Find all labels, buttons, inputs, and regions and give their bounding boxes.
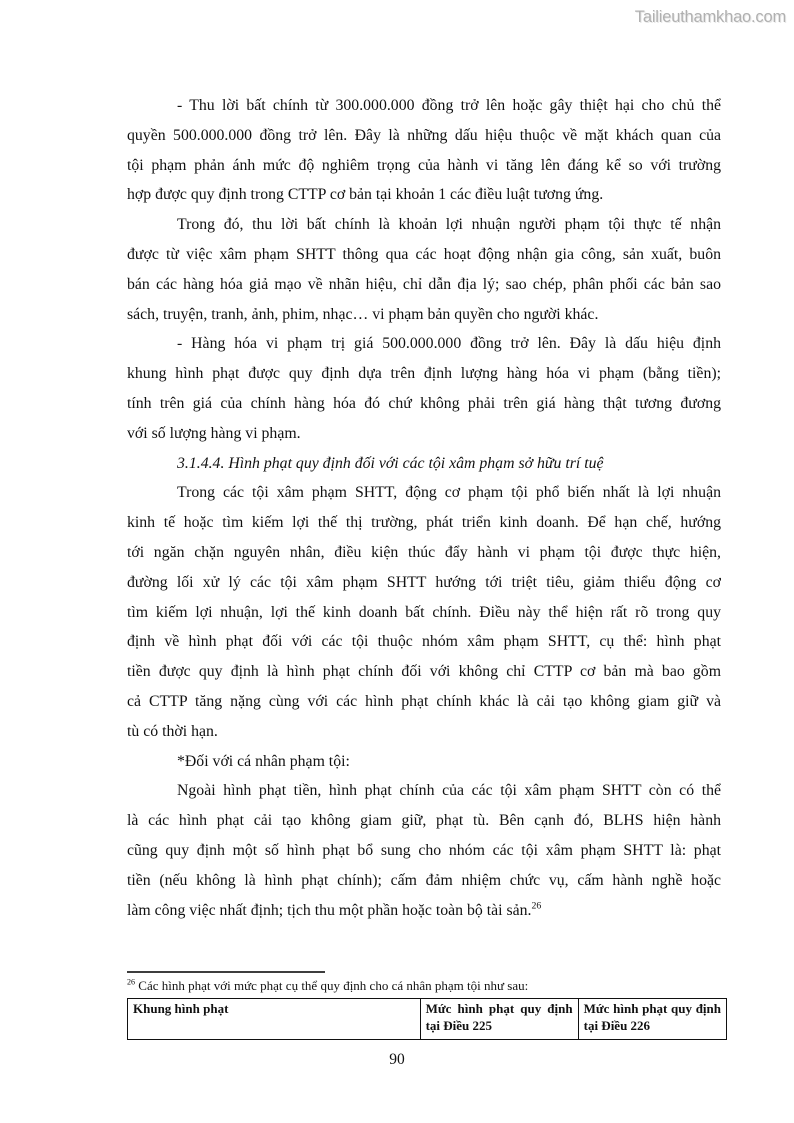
paragraph-line-text: làm công việc nhất định; tịch thu một phần hoặc toàn bộ tài sản. — [127, 901, 532, 919]
paragraph-line: tới ngăn chặn nguyên nhân, điều kiện thúc đẩy hành vi phạm tội được thực hiện, — [127, 543, 721, 561]
paragraph-line: Ngoài hình phạt tiền, hình phạt chính của các tội xâm phạm SHTT còn có thể — [177, 782, 721, 800]
footnote-marker: 26 — [127, 977, 136, 987]
paragraph-line: *Đối với cá nhân phạm tội: — [177, 752, 350, 770]
body-text — [127, 91, 721, 925]
paragraph-line: khung hình phạt được quy định dựa trên định lượng hàng hóa vi phạm (bằng tiền); — [127, 365, 721, 383]
paragraph-line: bán các hàng hóa giả mạo về nhãn hiệu, chỉ dẫn địa lý; sao chép, phân phối các bản sao — [127, 275, 721, 293]
paragraph-line: với số lượng hàng vi phạm. — [127, 424, 301, 442]
footnote-text: Các hình phạt với mức phạt cụ thể quy định cho cá nhân phạm tội như sau: — [138, 978, 529, 993]
paragraph-line: Trong đó, thu lời bất chính là khoản lợi nhuận người phạm tội thực tế nhận — [177, 216, 721, 234]
paragraph-line: định về hình phạt đối với các tội thuộc nhóm xâm phạm SHTT, cụ thể: hình phạt — [127, 633, 721, 651]
paragraph-line: sách, truyện, tranh, ảnh, phim, nhạc… vi phạm bản quyền cho người khác. — [127, 305, 599, 323]
paragraph-line: tìm kiếm lợi nhuận, lợi thế kinh doanh bất chính. Điều này thể hiện rất rõ trong quy — [127, 603, 721, 621]
footnote-section — [127, 971, 727, 1040]
footnote-text-line — [127, 978, 727, 994]
paragraph-line: hợp được quy định trong CTTP cơ bản tại khoản 1 các điều luật tương ứng. — [127, 186, 604, 204]
footnote-reference: 26 — [531, 900, 542, 912]
footnote-separator — [127, 971, 325, 973]
table-header-khung-hinh-phat: Khung hình phạt — [128, 999, 421, 1040]
table-header-dieu-226: Mức hình phạt quy định tại Điều 226 — [578, 999, 726, 1040]
paragraph-line — [127, 896, 721, 926]
paragraph-line: tính trên giá của chính hàng hóa đó chứ không phải trên giá hàng thật tương đương — [127, 394, 721, 412]
paragraph-line: là các hình phạt cải tạo không giam giữ, phạt tù. Bên cạnh đó, BLHS hiện hành — [127, 812, 721, 830]
section-heading: 3.1.4.4. Hình phạt quy định đối với các tội xâm phạm sở hữu trí tuệ — [177, 454, 604, 472]
paragraph-line: được từ việc xâm phạm SHTT thông qua các hoạt động nhận gia công, sản xuất, buôn — [127, 245, 721, 263]
watermark-text: Tailieuthamkhao.com — [634, 8, 786, 26]
paragraph-line: - Hàng hóa vi phạm trị giá 500.000.000 đồng trở lên. Đây là dấu hiệu định — [177, 335, 721, 353]
paragraph-line: tiền được quy định là hình phạt chính đối với không chỉ CTTP cơ bản mà bao gồm — [127, 663, 721, 681]
paragraph-line: - Thu lời bất chính từ 300.000.000 đồng trở lên hoặc gây thiệt hại cho chủ thể — [177, 97, 721, 114]
paragraph-line: quyền 500.000.000 đồng trở lên. Đây là những dấu hiệu thuộc về mặt khách quan của — [127, 126, 721, 144]
footnote-table — [127, 998, 727, 1040]
paragraph-line: tù có thời hạn. — [127, 722, 218, 740]
paragraph-line: tiền (nếu không là hình phạt chính); cấm đảm nhiệm chức vụ, cấm hành nghề hoặc — [127, 871, 721, 889]
paragraph-line: cả CTTP tăng nặng cùng với các hình phạt chính khác là cải tạo không giam giữ và — [127, 692, 721, 710]
paragraph-line: kinh tế hoặc tìm kiếm lợi thế thị trường, phát triển kinh doanh. Để hạn chế, hướng — [127, 514, 721, 532]
table-header-dieu-225: Mức hình phạt quy định tại Điều 225 — [420, 999, 578, 1040]
paragraph-line: tội phạm phản ánh mức độ nghiêm trọng của hành vi tăng lên đáng kể so với trường — [127, 156, 721, 174]
paragraph-line: đường lối xử lý các tội xâm phạm SHTT hướng tới triệt tiêu, giảm thiểu động cơ — [127, 573, 721, 591]
paragraph-line: cũng quy định một số hình phạt bổ sung cho nhóm các tội xâm phạm SHTT là: phạt — [127, 841, 721, 859]
page-number: 90 — [389, 1051, 405, 1068]
paragraph-line: Trong các tội xâm phạm SHTT, động cơ phạm tội phổ biến nhất là lợi nhuận — [177, 484, 721, 502]
table-header-row — [128, 999, 727, 1040]
